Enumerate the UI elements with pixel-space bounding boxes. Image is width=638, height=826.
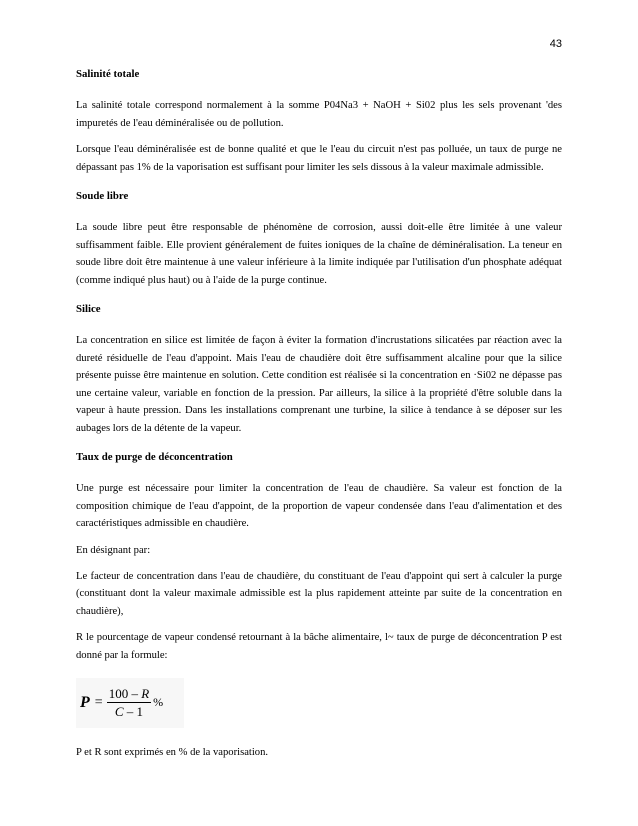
purge-formula: [76, 678, 184, 728]
denominator-variable: C: [114, 704, 124, 720]
paragraph: La concentration en silice est limitée de façon à éviter la formation d'incrustations silicatées par réaction avec la dureté résiduelle de l'eau d'appoint. Mais l'eau de chaudière doit être suffisamment alcaline pour que la silice présente puisse être maintenue en solution. Cette condition est réalisée si la concentration en ·Si02 ne dépasse pas une certaine valeur, variable en fonction de la pression. Par ailleurs, la silice à la propriété d'être soluble dans la vapeur à haute pression. Dans les installations comprenant une turbine, la silice à tendance à se déposer sur les aubages lors de la détente de la vapeur.: [76, 335, 562, 434]
section-heading-soude: Soude libre: [76, 190, 129, 203]
page-number: 43: [549, 38, 562, 50]
paragraph: Une purge est nécessaire pour limiter la concentration de l'eau de chaudière. Sa valeur est fonction de la composition chimique de l'eau d'appoint, de la proportion de vapeur condensée dans l'eau d'alimentation et des caractéristiques admissible en chaudière.: [76, 483, 562, 530]
page-content: [76, 66, 562, 770]
paragraph: Lorsque l'eau déminéralisée est de bonne qualité et que le l'eau du circuit n'est pas polluée, un taux de purge ne dépassant pas 1% de la vaporisation est suffisant pour limiter les sels dissous à la valeur maximale admissible.: [76, 144, 562, 173]
section-heading-taux-purge: Taux de purge de déconcentration: [76, 450, 233, 463]
paragraph: La salinité totale correspond normalement à la somme P04Na3 + NaOH + Si02 plus les sels provenant 'des impuretés de l'eau déminéralisée ou de pollution.: [76, 100, 562, 129]
closing-paragraph: P et R sont exprimés en % de la vaporisation.: [76, 746, 269, 758]
formula-fraction: [107, 686, 151, 719]
section-heading-salinite: Salinité totale: [76, 68, 140, 80]
formula-unit: %: [153, 695, 164, 710]
formula-lhs: P: [80, 694, 90, 712]
paragraph: Le facteur de concentration dans l'eau de chaudière, du constituant de l'eau d'appoint qui sert à calculer la purge (constituant dont la valeur maximale admissible est la plus rapidement atteinte par suite de la concentration en chaudière),: [76, 570, 562, 617]
section-heading-silice: Silice: [76, 303, 101, 316]
paragraph: En désignant par:: [76, 544, 151, 556]
formula-equals: =: [94, 695, 103, 711]
paragraph: La soude libre peut être responsable de phénomène de corrosion, aussi doit-elle être limitée à une valeur suffisamment faible. Elle provient généralement de fuites ioniques de la chaîne de déminéralisation. La teneur en soude libre doit être maintenue à une valeur inférieure à la limite indiquée par l'utilisation d'un phosphate adéquat (comme indiqué plus haut) ou à l'aide de la purge continue.: [76, 222, 562, 286]
paragraph: R le pourcentage de vapeur condensé retournant à la bâche alimentaire, l~ taux de purge de déconcentration P est donné par la formule:: [76, 632, 562, 661]
numerator-operator: –: [128, 686, 142, 702]
denominator-operator: –: [123, 704, 137, 720]
denominator-constant: 1: [136, 704, 143, 720]
numerator-variable: R: [141, 686, 150, 702]
numerator-constant: 100: [108, 686, 129, 702]
formula-denominator: [115, 703, 143, 719]
formula-numerator: [107, 686, 151, 703]
